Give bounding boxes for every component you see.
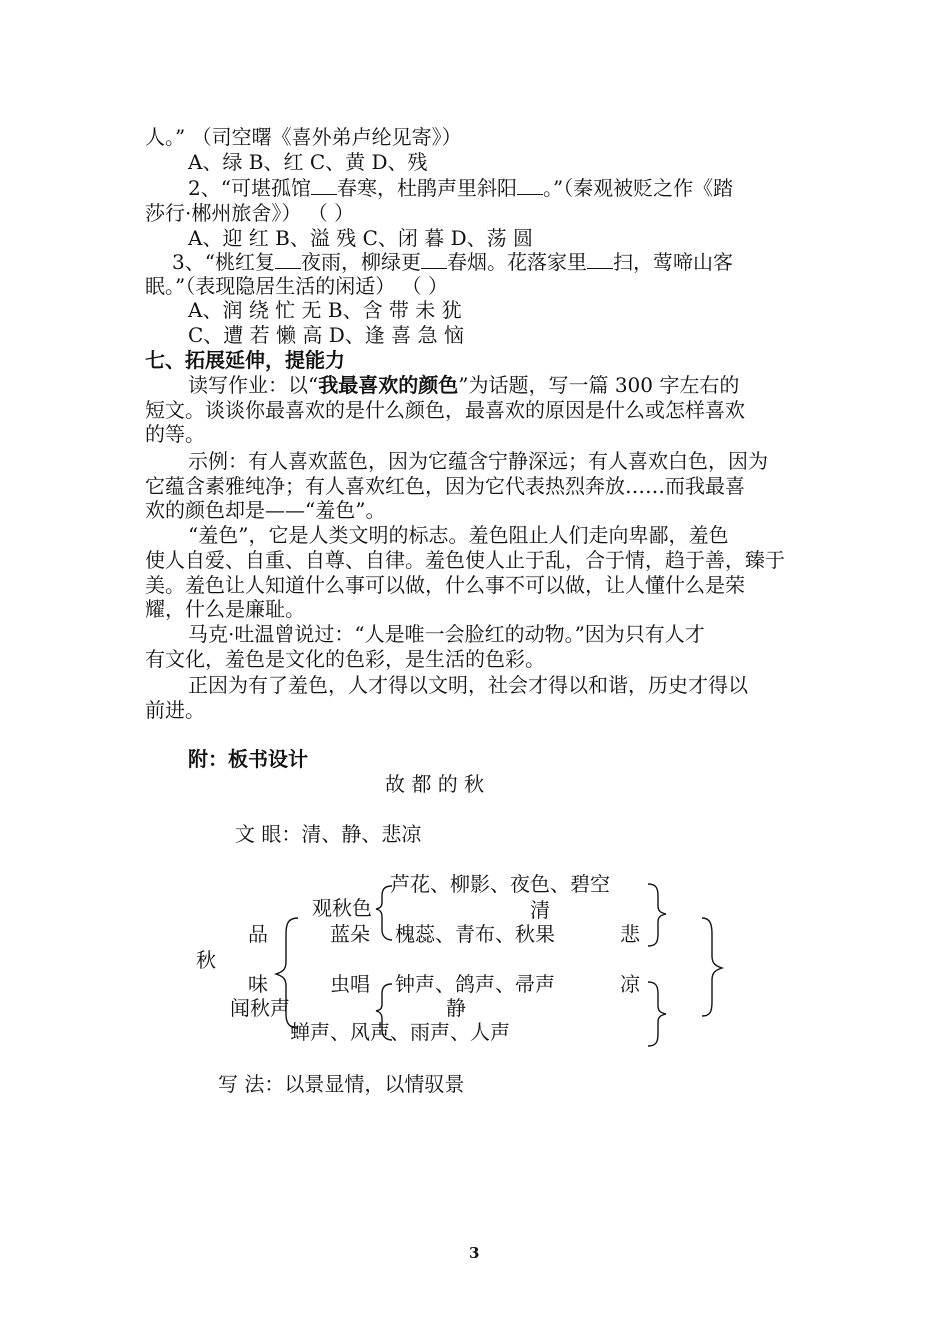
s7-p3-l3: 美。羞色让人知道什么事可以做，什么事不可以做，让人懂什么是荣 [145, 573, 745, 597]
board-qiu: 秋 [196, 948, 216, 972]
q3-options-2: C、遭 若 懒 高 D、逢 喜 急 恼 [188, 323, 464, 347]
page-number: 3 [469, 1244, 480, 1262]
q2-text-a: 2、“可堪孤馆 [188, 176, 311, 200]
board-row1: 芦花、柳影、夜色、碧空 [390, 872, 610, 896]
board-bei: 悲 [620, 922, 640, 946]
s7-p3-l1: “羞色”，它是人类文明的标志。羞色阻止人们走向卑鄙，羞色 [188, 523, 729, 547]
brace-wen [376, 984, 392, 1040]
brace-right-bottom [648, 982, 666, 1046]
q3-text-c: 春烟。花落家里 [446, 250, 587, 274]
board-xiefa: 写 法：以景显情，以情驭景 [218, 1072, 465, 1096]
s7-p2-l1: 示例：有人喜欢蓝色，因为它蕴含宁静深远；有人喜欢白色，因为 [188, 449, 768, 473]
s7-p1-text-a: 读写作业：以“ [188, 373, 319, 397]
s7-p1-l2: 短文。谈谈你最喜欢的是什么颜色，最喜欢的原因是什么或怎样喜欢 [145, 398, 745, 422]
q3-text-b: 夜雨，柳绿更 [300, 250, 421, 274]
s7-p1-topic: 我最喜欢的颜色 [318, 373, 459, 397]
board-wenyan: 文 眼：清、静、悲凉 [235, 822, 422, 846]
s7-p5-l1: 正因为有了羞色，人才得以文明，社会才得以和谐，历史才得以 [188, 673, 748, 697]
s7-p2-l3: 欢的颜色却是——“羞色”。 [145, 498, 386, 522]
q1-options: A、绿 B、红 C、黄 D、残 [188, 150, 428, 174]
brace-left-main [276, 918, 298, 1028]
board-wei: 味 [248, 972, 268, 996]
s7-p2-l2: 它蕴含素雅纯净；有人喜欢红色，因为它代表热烈奔放……而我最喜 [145, 474, 745, 498]
q3-text-a: 3、“桃红复 [172, 250, 275, 274]
board-heading: 附：板书设计 [188, 747, 308, 771]
q3-text-d: 扫，莺啼山客 [612, 250, 733, 274]
q2-options: A、迎 红 B、溢 残 C、闭 暮 D、荡 圆 [188, 226, 533, 250]
board-liang: 凉 [620, 972, 640, 996]
s7-p1-text-b: ”为话题，写一篇 300 字左右的 [458, 373, 740, 397]
s7-p5-l2: 前进。 [145, 698, 205, 722]
board-guan-qiu-se: 观秋色 [312, 896, 372, 920]
s7-p4-l1: 马克·吐温曾说过：“人是唯一会脸红的动物。”因为只有人才 [188, 622, 705, 646]
q2-text-b: 春寒，杜鹃声里斜阳 [336, 176, 517, 200]
board-qing: 清 [530, 898, 550, 922]
board-row2: 槐蕊、青布、秋果 [395, 922, 555, 946]
q2-line2: 莎行·郴州旅舍》） （ ） [145, 201, 355, 225]
brace-right-top [648, 884, 666, 946]
s7-p1-l3: 的等。 [145, 422, 205, 446]
q3-options-1: A、润 绕 忙 无 B、含 带 未 犹 [188, 298, 462, 322]
q2-text-c: 。”（秦观被贬之作《踏 [542, 176, 734, 200]
section7-heading: 七、拓展延伸，提能力 [145, 348, 345, 372]
q3-line2: 眠。”（表现隐居生活的闲适） （ ） [145, 274, 448, 298]
board-chong-chang: 虫唱 [330, 972, 370, 996]
board-title: 故 都 的 秋 [385, 772, 485, 796]
s7-p3-l2: 使人自爱、自重、自尊、自律。羞色使人止于乱，合于情，趋于善，臻于 [145, 548, 785, 572]
board-lan-duo: 蓝朵 [330, 922, 370, 946]
brace-guan [376, 886, 392, 940]
q1-tail: 人。” （司空曙《喜外弟卢纶见寄》） [145, 125, 462, 149]
board-pin: 品 [248, 922, 268, 946]
s7-p3-l4: 耀，什么是廉耻。 [145, 597, 305, 621]
brace-right-big [702, 918, 722, 1016]
s7-p4-l2: 有文化，羞色是文化的色彩，是生活的色彩。 [145, 647, 545, 671]
board-jing: 静 [446, 996, 466, 1020]
board-row3: 钟声、鸽声、帚声 [395, 972, 555, 996]
board-wen-qiu-sheng: 闻秋声 [230, 996, 290, 1020]
board-row4: 蝉声、风声、雨声、人声 [290, 1020, 510, 1044]
